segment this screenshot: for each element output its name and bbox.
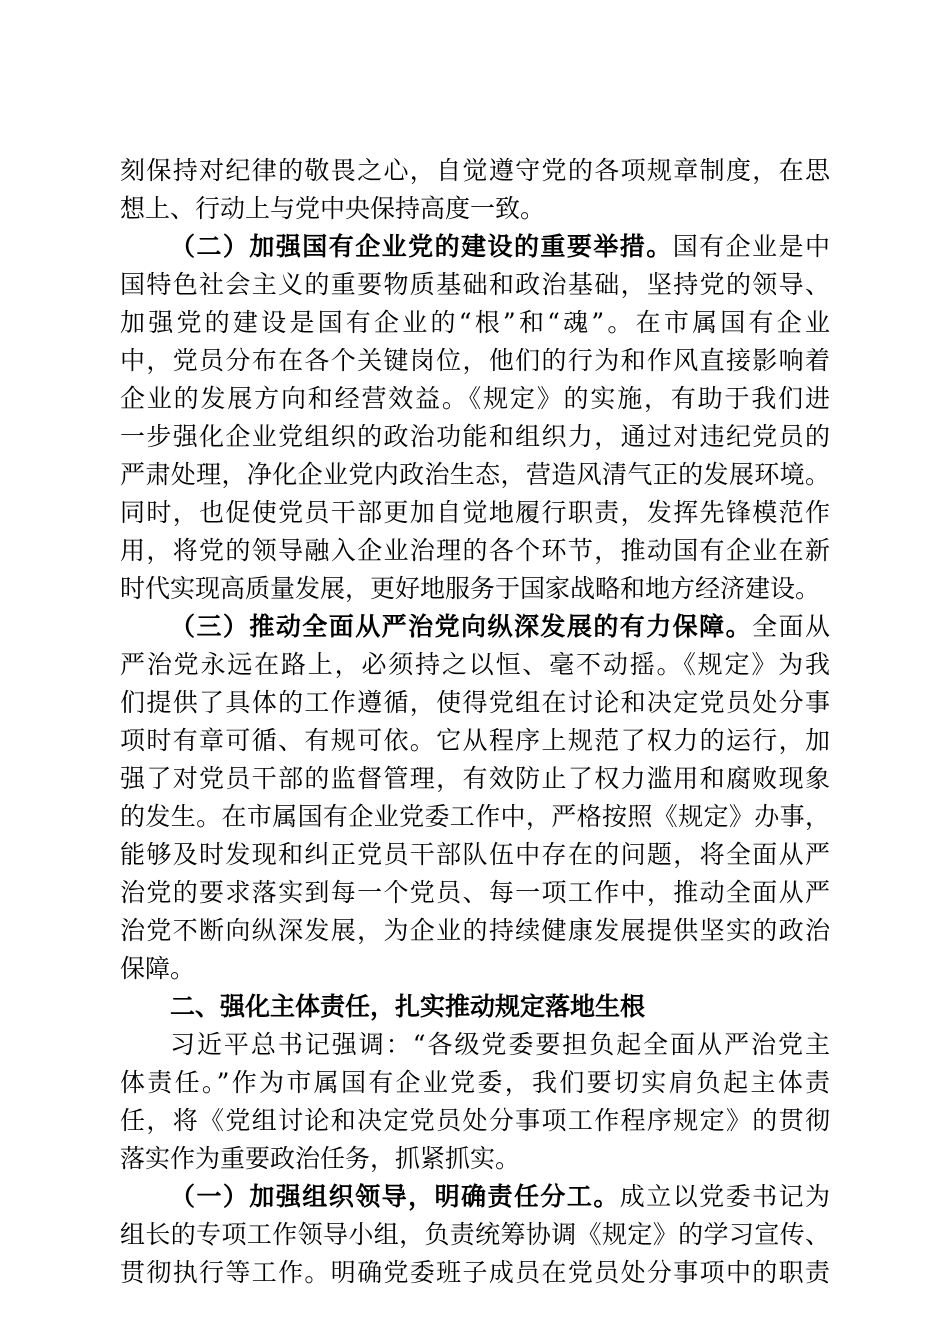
text-line: 时代实现高质量发展，更好地服务于国家战略和地方经济建设。 [120,574,821,603]
text-line: 任，将《党组讨论和决定党员处分事项工作程序规定》的贯彻 [120,1106,830,1135]
text-line: 组长的专项工作领导小组，负责统筹协调《规定》的学习宣传、 [120,1220,830,1249]
text-line: 国特色社会主义的重要物质基础和政治基础，坚持党的领导、 [120,270,830,299]
text-span: 成立以党委书记为 [619,1182,830,1211]
text-line: 治党的要求落实到每一个党员、每一项工作中，推动全面从严 [120,878,830,907]
text-line: 强了对党员干部的监督管理，有效防止了权力滥用和腐败现象 [120,764,830,793]
text-line: 体责任。”作为市属国有企业党委，我们要切实肩负起主体责 [120,1068,830,1097]
section-subheading: （一）加强组织领导，明确责任分工。 [170,1182,620,1211]
paragraph-line [170,608,830,646]
text-line: 的发生。在市属国有企业党委工作中，严格按照《规定》办事， [120,802,830,831]
text-line: 企业的发展方向和经营效益。《规定》的实施，有助于我们进 [120,384,830,413]
text-line: 中，党员分布在各个关键岗位，他们的行为和作风直接影响着 [120,346,830,375]
paragraph-line [170,1178,830,1216]
text-line: 一步强化企业党组织的政治功能和组织力，通过对违纪党员的 [120,422,830,451]
text-line: 落实作为重要政治任务，抓紧抓实。 [120,1144,521,1173]
text-line: 们提供了具体的工作遵循，使得党组在讨论和决定党员处分事 [120,688,830,717]
text-span: 全面从 [752,612,830,641]
text-span: 国有企业是中 [672,232,830,261]
text-line: 严肃处理，净化企业党内政治生态，营造风清气正的发展环境。 [120,460,830,489]
text-line: 刻保持对纪律的敬畏之心，自觉遵守党的各项规章制度，在思 [120,156,830,185]
section-heading: 二、强化主体责任，扎实推动规定落地生根 [170,992,646,1021]
paragraph-line [170,228,830,266]
text-line: 保障。 [120,954,196,983]
section-subheading: （三）推动全面从严治党向纵深发展的有力保障。 [170,612,753,641]
text-line: 加强党的建设是国有企业的“根”和“魂”。在市属国有企业 [120,308,830,337]
text-line: 同时，也促使党员干部更加自觉地履行职责，发挥先锋模范作 [120,498,830,527]
text-line: 想上、行动上与党中央保持高度一致。 [120,194,546,223]
text-line: 严治党永远在路上，必须持之以恒、毫不动摇。《规定》为我 [120,650,830,679]
text-line: 贯彻执行等工作。明确党委班子成员在党员处分事项中的职责 [120,1258,830,1287]
text-line: 能够及时发现和纠正党员干部队伍中存在的问题，将全面从严 [120,840,830,869]
text-line: 治党不断向纵深发展，为企业的持续健康发展提供坚实的政治 [120,916,830,945]
text-line: 项时有章可循、有规可依。它从程序上规范了权力的运行，加 [120,726,830,755]
section-subheading: （二）加强国有企业党的建设的重要举措。 [170,232,673,261]
text-line: 用，将党的领导融入企业治理的各个环节，推动国有企业在新 [120,536,830,565]
text-line: 习近平总书记强调：“各级党委要担负起全面从严治党主 [170,1030,830,1059]
